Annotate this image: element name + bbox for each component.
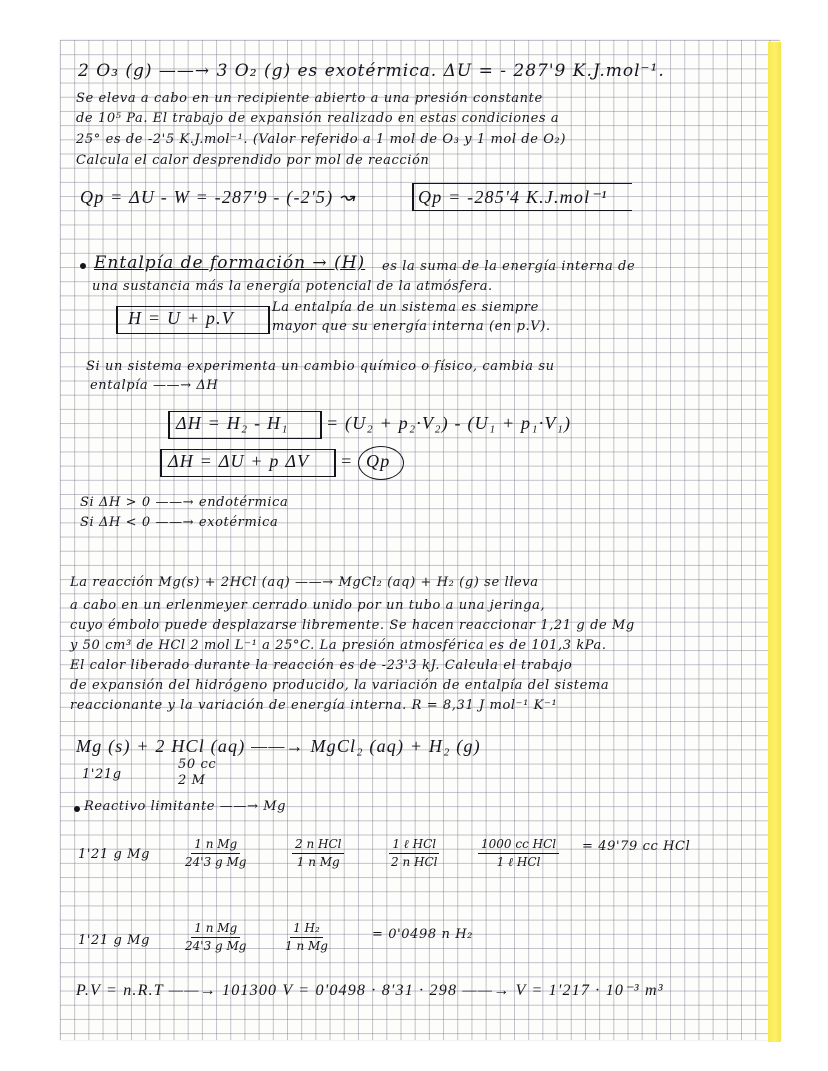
condition-exothermic: Si ΔH < 0 ——→ exotérmica bbox=[80, 515, 279, 530]
fraction-denominator: 1 n Mg bbox=[285, 939, 328, 953]
enthalpy-note2: mayor que su energía interna (en p.V). bbox=[272, 319, 551, 334]
enthalpy-heading: Entalpía de formación → (H) bbox=[94, 253, 366, 273]
yellow-highlighter-strip bbox=[768, 42, 781, 1042]
fraction-numerator: 1 n Mg bbox=[191, 836, 240, 854]
fraction-numerator: 1 H₂ bbox=[290, 920, 323, 938]
condition-endothermic: Si ΔH > 0 ——→ endotérmica bbox=[80, 495, 289, 510]
fraction-denominator: 24'3 g Mg bbox=[185, 939, 247, 953]
enthalpy-heading-rest: es la suma de la energía interna de bbox=[382, 259, 636, 274]
bullet-point bbox=[80, 263, 86, 269]
problem2-line2: a cabo en un erlenmeyer cerrado unido por un tubo a una jeringa, bbox=[70, 598, 546, 613]
calc2-result: = 0'0498 n H₂ bbox=[372, 927, 473, 942]
calc1-factor3 bbox=[388, 836, 440, 871]
calc2-factor1 bbox=[182, 920, 249, 955]
calc2-start: 1'21 g Mg bbox=[78, 933, 151, 948]
system-change-line2: entalpía ——→ ΔH bbox=[90, 378, 219, 393]
reaction-line: 2 O₃ (g) ——→ 3 O₂ (g) es exotérmica. ΔU = - 287'9 K.J.mol⁻¹. bbox=[78, 61, 665, 81]
problem1-line3: de 10⁵ Pa. El trabajo de expansión realizado en estas condiciones a bbox=[76, 111, 560, 126]
calc1-start: 1'21 g Mg bbox=[78, 847, 151, 862]
calc1-result: = 49'79 cc HCl bbox=[582, 839, 691, 854]
problem2-line1: La reacción Mg(s) + 2HCl (aq) ——→ MgCl₂ (aq) + H₂ (g) se lleva bbox=[70, 575, 539, 590]
delta-h-formula1: ΔH = H₂ - H₁ bbox=[176, 413, 289, 433]
balanced-equation: Mg (s) + 2 HCl (aq) ——→ MgCl₂ (aq) + H₂ (g) bbox=[76, 736, 481, 756]
calc2-factor2 bbox=[282, 920, 331, 955]
problem2-line6: de expansión del hidrógeno producido, la variación de entalpía del sistema bbox=[70, 678, 610, 693]
enthalpy-note1: La entalpía de un sistema es siempre bbox=[272, 300, 539, 315]
calc1-factor1 bbox=[182, 836, 249, 871]
calc1-factor4 bbox=[478, 836, 559, 871]
enthalpy-formula: H = U + p.V bbox=[128, 308, 234, 328]
fraction-denominator: 24'3 g Mg bbox=[185, 855, 247, 869]
enthalpy-line2: una sustancia más la energía potencial de la atmósfera. bbox=[92, 279, 493, 294]
delta-h-formula2-result: Qp bbox=[366, 451, 391, 471]
problem1-line5: Calcula el calor desprendido por mol de reacción bbox=[76, 153, 430, 168]
fraction-denominator: 1 ℓ HCl bbox=[496, 855, 541, 869]
problem2-line5: El calor liberado durante la reacción es de -23'3 kJ. Calcula el trabajo bbox=[70, 658, 573, 673]
fraction-numerator: 1000 cc HCl bbox=[478, 836, 559, 854]
system-change-line1: Si un sistema experimenta un cambio químico o físico, cambia su bbox=[86, 359, 555, 374]
problem1-line2: Se eleva a cabo en un recipiente abierto a una presión constante bbox=[76, 91, 543, 106]
delta-h-formula2: ΔH = ΔU + p ΔV bbox=[168, 451, 310, 471]
qp-result: Qp = -285'4 K.J.mol⁻¹ bbox=[418, 187, 608, 207]
problem2-line7: reaccionante y la variación de energía interna. R = 8,31 J mol⁻¹ K⁻¹ bbox=[70, 698, 558, 713]
limiting-reagent: Reactivo limitante ——→ Mg bbox=[84, 799, 287, 814]
bullet-point bbox=[74, 806, 80, 812]
mg-mass: 1'21g bbox=[82, 767, 122, 782]
fraction-denominator: 2 n HCl bbox=[391, 855, 438, 869]
fraction-numerator: 1 n Mg bbox=[191, 920, 240, 938]
hcl-volume: 50 cc bbox=[178, 757, 217, 772]
delta-h-formula2-eq: = bbox=[340, 451, 354, 471]
fraction-denominator: 1 n Mg bbox=[296, 855, 340, 869]
problem2-line3: cuyo émbolo puede desplazarse libremente. Se hacen reaccionar 1,21 g de Mg bbox=[70, 618, 635, 633]
qp-equation: Qp = ΔU - W = -287'9 - (-2'5) ↝ bbox=[80, 187, 356, 207]
fraction-numerator: 1 ℓ HCl bbox=[389, 836, 439, 854]
calc1-factor2 bbox=[292, 836, 344, 871]
fraction-numerator: 2 n HCl bbox=[292, 836, 344, 854]
ideal-gas-line: P.V = n.R.T ——→ 101300 V = 0'0498 · 8'31 · 298 ——→ V = 1'217 · 10⁻³ m³ bbox=[76, 982, 664, 999]
delta-h-formula1-rest: = (U₂ + p₂·V₂) - (U₁ + p₁·V₁) bbox=[326, 413, 572, 433]
problem2-line4: y 50 cm³ de HCl 2 mol L⁻¹ a 25°C. La presión atmosférica es de 101,3 kPa. bbox=[70, 638, 607, 653]
problem1-line4: 25° es de -2'5 K.J.mol⁻¹. (Valor referido a 1 mol de O₃ y 1 mol de O₂) bbox=[76, 132, 566, 147]
hcl-concentration: 2 M bbox=[178, 773, 206, 788]
